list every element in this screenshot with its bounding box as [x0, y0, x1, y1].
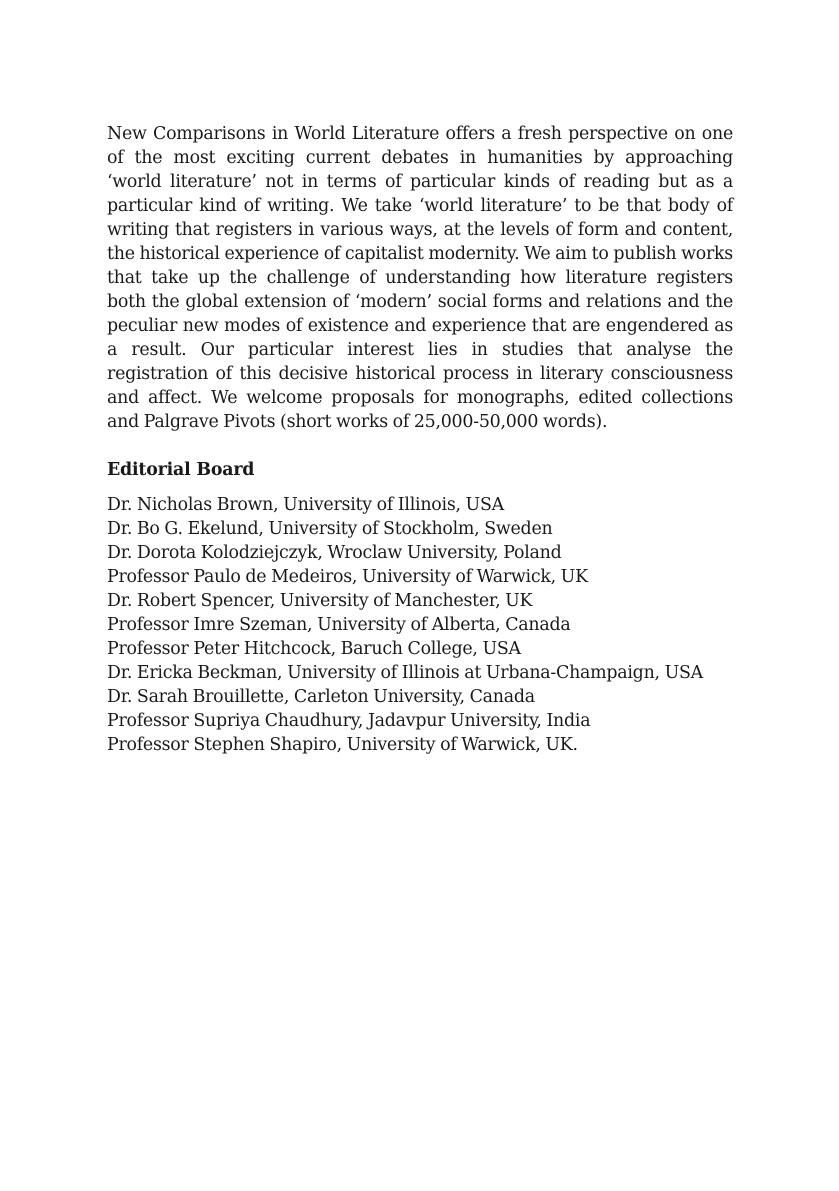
board-member: Professor Peter Hitchcock, Baruch College, USA	[107, 639, 521, 659]
board-member: Professor Stephen Shapiro, University of Warwick, UK.	[107, 735, 578, 755]
board-member: Professor Supriya Chaudhury, Jadavpur University, India	[107, 711, 591, 731]
board-member: Dr. Sarah Brouillette, Carleton University, Canada	[107, 687, 535, 707]
board-member: Dr. Nicholas Brown, University of Illinois, USA	[107, 495, 504, 515]
board-member: Dr. Dorota Kolodziejczyk, Wroclaw University, Poland	[107, 543, 562, 563]
editorial-board-list	[107, 493, 703, 757]
board-member: Dr. Bo G. Ekelund, University of Stockholm, Sweden	[107, 519, 553, 539]
editorial-board-heading: Editorial Board	[107, 460, 255, 480]
board-member: Professor Imre Szeman, University of Alberta, Canada	[107, 615, 571, 635]
board-member: Professor Paulo de Medeiros, University of Warwick, UK	[107, 567, 588, 587]
board-member: Dr. Robert Spencer, University of Manchester, UK	[107, 591, 533, 611]
series-description: New Comparisons in World Literature offers a fresh perspective on one of the most exciting current debates in humanities by approaching ‘world literature’ not in terms of particular kinds of reading but as a particular kind of writing. We take ‘world literature’ to be that body of writing that registers in various ways, at the levels of form and content, the historical experience of capitalist modernity. We aim to publish works that take up the challenge of understanding how literature registers both the global extension of ‘modern’ social forms and relations and the peculiar new modes of existence and experience that are engendered as a result. Our particular interest lies in studies that analyse the registration of this decisive historical process in literary consciousness and affect. We welcome proposals for monographs, edited collections and Palgrave Pivots (short works of 25,000-50,000 words).	[107, 124, 733, 432]
board-member: Dr. Ericka Beckman, University of Illinois at Urbana-Champaign, USA	[107, 663, 703, 683]
